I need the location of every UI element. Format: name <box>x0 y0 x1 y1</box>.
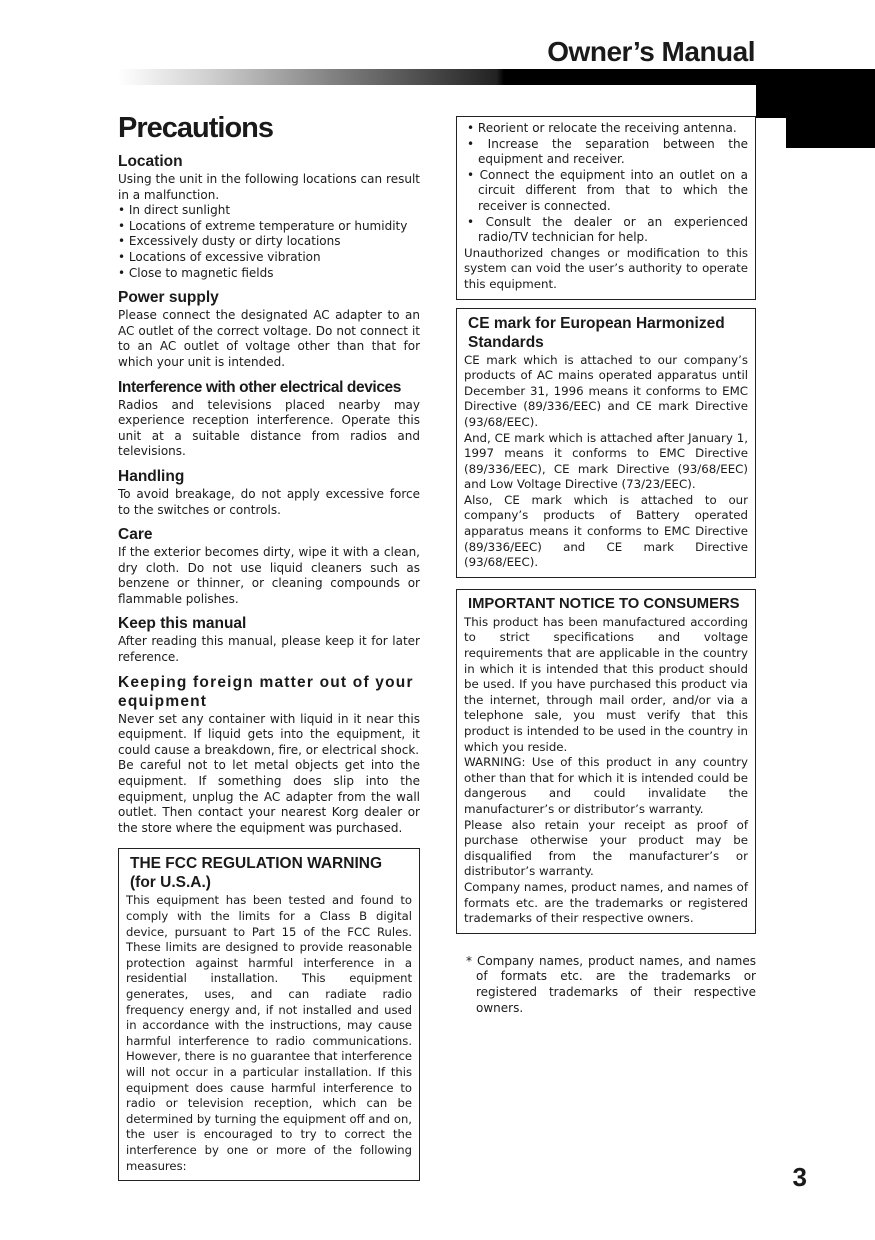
trademark-footnote: * Company names, product names, and names of formats etc. are the trademarks or registered trademarks of their respective owners. <box>466 953 756 1015</box>
location-heading: Location <box>118 153 183 170</box>
handling-body: To avoid breakage, do not apply excessive force to the switches or controls. <box>118 486 420 517</box>
consumer-notice-body: WARNING: Use of this product in any country other than that for which it is intended could be dangerous and could invalidate the manufacturer’s or distributor’s warranty. <box>464 755 748 816</box>
location-item: • In direct sunlight <box>118 203 231 218</box>
location-item: • Locations of excessive vibration <box>118 249 321 264</box>
fcc-measure: • Connect the equipment into an outlet on a circuit different from that to which the receiver is connected. <box>467 167 748 213</box>
location-item: • Close to magnetic fields <box>118 265 274 280</box>
ce-mark-box <box>456 308 756 578</box>
consumer-notice-body: This product has been manufactured according to strict specifications and voltage requirements that are applicable in the country in which it is intended that this product should be used. If you have purchased this product via the internet, through mail order, and/or via a telephone sale, you must verify that this product is intended to be used in the country in which you reside. <box>464 614 748 754</box>
fcc-footer: Unauthorized changes or modification to this system can void the user’s authority to operate this equipment. <box>464 245 748 291</box>
location-intro: Using the unit in the following locations can result in a malfunction. <box>118 172 420 202</box>
power-supply-body: Please connect the designated AC adapter to an AC outlet of the correct voltage. Do not connect it to an AC outlet of voltage other than that for which your unit is intended. <box>118 308 420 369</box>
manual-header-title: Owner’s Manual <box>547 36 755 67</box>
page-title: Precautions <box>118 112 273 144</box>
left-column <box>118 112 420 1181</box>
fcc-measure: • Reorient or relocate the receiving antenna. <box>467 121 737 135</box>
fcc-continued-box <box>456 116 756 300</box>
foreign-matter-body: Never set any container with liquid in it near this equipment. If liquid gets into the equipment, it could cause a breakdown, fire, or electrical shock. <box>118 711 420 757</box>
fcc-warning-body: This equipment has been tested and found to comply with the limits for a Class B digital device, pursuant to Part 15 of the FCC Rules. These limits are designed to provide reasonable protection against harmful interference in a residential installation. This equipment generates, uses, and can radiate radio frequency energy and, if not installed and used in accordance with the instructions, may cause harmful interference to radio communications. However, there is no guarantee that interference will not occur in a particular installation. If this equipment does cause harmful interference to radio or television reception, which can be determined by turning the equipment off and on, the user is encouraged to try to correct the interference by one or more of the following measures: <box>126 893 412 1173</box>
consumer-notice-heading: IMPORTANT NOTICE TO CONSUMERS <box>468 595 740 612</box>
consumer-notice-body: Please also retain your receipt as proof of purchase otherwise your product may be disqualified from the manufacturer’s or distributor’s warranty. <box>464 817 748 879</box>
keep-manual-heading: Keep this manual <box>118 615 247 633</box>
page-number: 3 <box>792 1162 807 1192</box>
care-heading: Care <box>118 526 153 544</box>
page-corner-tab-notch <box>755 118 786 149</box>
consumer-notice-box <box>456 589 756 934</box>
ce-mark-body: And, CE mark which is attached after January 1, 1997 means it conforms to EMC Directive (89/336/EEC), CE mark Directive (93/68/EEC) and Low Voltage Directive (73/23/EEC). <box>464 430 748 492</box>
header-gradient-bar <box>118 69 875 85</box>
ce-mark-heading: CE mark for European Harmonized Standards <box>468 314 725 351</box>
foreign-matter-body: Be careful not to let metal objects get into the equipment. If something does slip into the equipment, unplug the AC adapter from the wall outlet. Then contact your nearest Korg dealer or the store where the equipment was purchased. <box>118 758 420 835</box>
fcc-warning-heading: THE FCC REGULATION WARNING (for U.S.A.) <box>130 855 383 892</box>
ce-mark-body: Also, CE mark which is attached to our company’s products of Battery operated apparatus means it conforms to EMC Directive (89/336/EEC) and CE mark Directive (93/68/EEC). <box>464 492 748 570</box>
fcc-warning-box <box>118 848 420 1181</box>
power-supply-heading: Power supply <box>118 289 219 307</box>
ce-mark-body: CE mark which is attached to our company’s products of AC mains operated apparatus until December 31, 1996 means it conforms to EMC Directive (89/336/EEC) and CE mark Directive (93/68/EEC). <box>464 352 748 429</box>
location-item: • Excessively dusty or dirty locations <box>118 234 341 249</box>
interference-heading: Interference with other electrical devices <box>118 378 401 396</box>
right-column <box>456 116 756 1016</box>
fcc-measure: • Increase the separation between the equipment and receiver. <box>467 136 748 167</box>
keep-manual-body: After reading this manual, please keep it for later reference. <box>118 634 420 665</box>
fcc-measure: • Consult the dealer or an experienced radio/TV technician for help. <box>467 214 748 245</box>
handling-heading: Handling <box>118 467 185 485</box>
care-body: If the exterior becomes dirty, wipe it with a clean, dry cloth. Do not use liquid cleaners such as benzene or thinner, or cleaning compounds or flammable polishes. <box>118 545 420 606</box>
consumer-notice-body: Company names, product names, and names of formats etc. are the trademarks or registered trademarks of their respective owners. <box>464 879 748 926</box>
location-item: • Locations of extreme temperature or humidity <box>118 218 408 233</box>
foreign-matter-heading: Keeping foreign matter out of your equipment <box>118 673 414 710</box>
interference-body: Radios and televisions placed nearby may experience reception interference. Operate this unit at a suitable distance from radios and televisions. <box>118 397 420 459</box>
